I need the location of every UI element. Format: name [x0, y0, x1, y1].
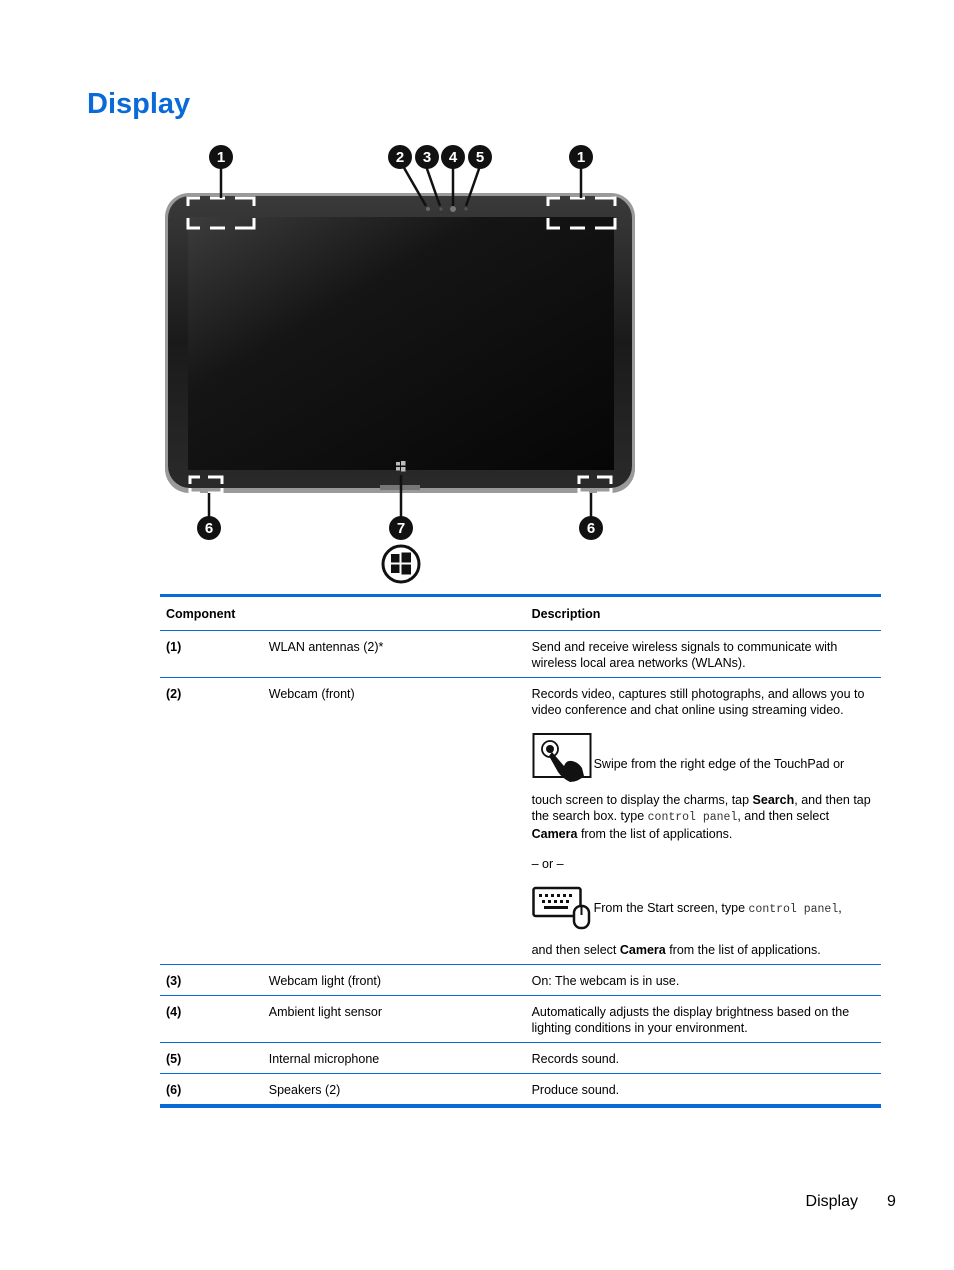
keyboard-mouse-icon — [532, 886, 592, 934]
row-number: (5) — [160, 1043, 263, 1074]
touch-gesture-icon — [532, 732, 592, 786]
or-separator: – or – — [531, 857, 564, 871]
table-header-row — [160, 596, 881, 631]
components-table — [160, 594, 881, 1108]
keyboard-instruction-line — [532, 886, 875, 934]
row-component: WLAN antennas (2)* — [263, 631, 526, 678]
table-row — [160, 631, 881, 678]
row-description: Produce sound. — [531, 1083, 620, 1097]
table-row — [160, 678, 881, 965]
tablet-illustration — [150, 140, 650, 585]
touch-instruction: touch screen to display the charms, tap Search, and then tap the search box. type control panel, and then select Camera from the list of applications. — [531, 793, 871, 841]
svg-text:7: 7 — [396, 520, 406, 537]
windows-logo-icon — [383, 546, 419, 582]
row-component: Speakers (2) — [268, 1083, 341, 1097]
touch-instruction-intro: Swipe from the right edge of the TouchPad or — [593, 757, 845, 771]
header-component: Component — [160, 596, 263, 631]
row-number: (1) — [160, 631, 263, 678]
svg-text:5: 5 — [475, 149, 485, 166]
table-row — [160, 1043, 881, 1074]
svg-text:4: 4 — [448, 149, 458, 166]
keyboard-instruction: and then select Camera from the list of applications. — [531, 943, 821, 957]
tablet-display-diagram — [150, 140, 650, 585]
row-description — [526, 678, 881, 965]
row-component: Webcam (front) — [263, 678, 526, 965]
row-number: (2) — [160, 678, 263, 965]
table-row — [160, 965, 881, 996]
svg-text:6: 6 — [204, 520, 214, 537]
webcam-description: Records video, captures still photographs, and allows you to video conference and chat online using streaming video. — [531, 687, 865, 717]
svg-text:1: 1 — [576, 149, 586, 166]
svg-text:2: 2 — [395, 149, 405, 166]
keyboard-instruction-intro: From the Start screen, type control panel, — [593, 901, 842, 916]
row-number: (3) — [160, 965, 263, 996]
row-description: Records sound. — [526, 1043, 881, 1074]
footer-page-number: 9 — [887, 1193, 896, 1210]
row-number: (4) — [160, 996, 263, 1043]
row-component: Webcam light (front) — [263, 965, 526, 996]
row-description: Automatically adjusts the display brightness based on the lighting conditions in your environment. — [526, 996, 881, 1043]
svg-text:1: 1 — [216, 149, 226, 166]
header-description: Description — [526, 596, 881, 631]
page-title: Display — [87, 88, 191, 120]
svg-text:6: 6 — [586, 520, 596, 537]
footer-section-label: Display — [805, 1193, 858, 1210]
row-component: Internal microphone — [263, 1043, 526, 1074]
table-row — [160, 996, 881, 1043]
table-row — [160, 1074, 881, 1107]
row-component: Ambient light sensor — [263, 996, 526, 1043]
row-description: Send and receive wireless signals to communicate with wireless local area networks (WLANs). — [526, 631, 881, 678]
svg-text:3: 3 — [422, 149, 432, 166]
screen — [188, 217, 614, 470]
row-description: On: The webcam is in use. — [526, 965, 881, 996]
touch-instruction-line — [532, 732, 875, 786]
row-number: (6) — [166, 1083, 182, 1097]
